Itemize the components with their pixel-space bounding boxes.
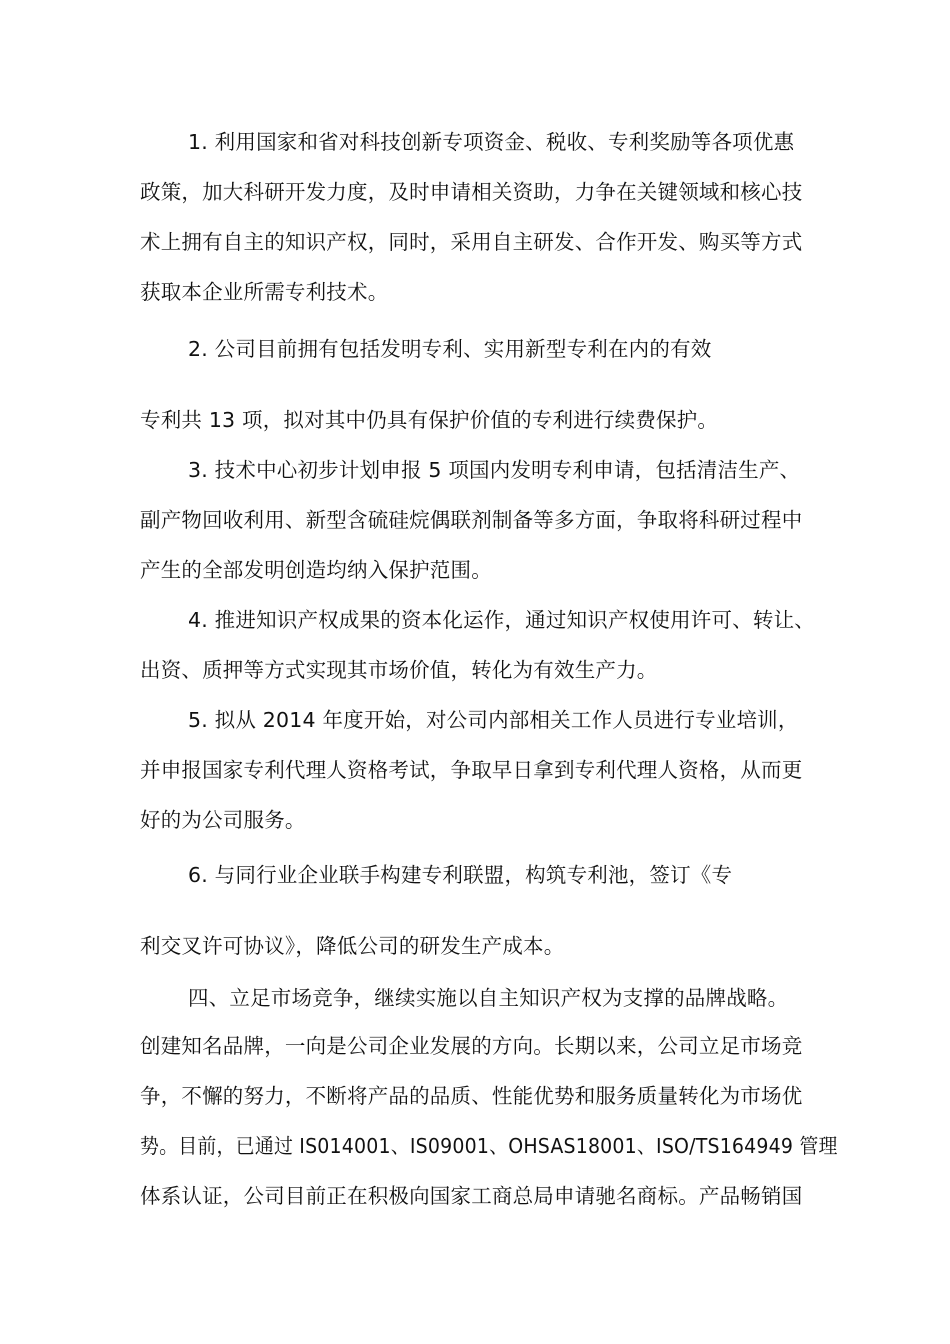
text-line: 产生的全部发明创造均纳入保护范围。 <box>140 558 492 582</box>
text-line: 获取本企业所需专利技术。 <box>140 280 389 304</box>
text-line: 1. 利用国家和省对科技创新专项资金、税收、专利奖励等各项优惠 <box>188 130 795 154</box>
text-line: 5. 拟从 2014 年度开始，对公司内部相关工作人员进行专业培训， <box>188 708 799 732</box>
text-line: 利交叉许可协议》，降低公司的研发生产成本。 <box>140 934 565 958</box>
text-line: 4. 推进知识产权成果的资本化运作，通过知识产权使用许可、转让、 <box>188 608 815 632</box>
text-line: 术上拥有自主的知识产权，同时，采用自主研发、合作开发、购买等方式 <box>140 230 803 254</box>
text-line: 专利共 13 项，拟对其中仍具有保护价值的专利进行续费保护。 <box>140 408 719 432</box>
text-line: 体系认证，公司目前正在积极向国家工商总局申请驰名商标。产品畅销国 <box>140 1184 803 1208</box>
text-line: 争，不懈的努力，不断将产品的品质、性能优势和服务质量转化为市场优 <box>140 1084 803 1108</box>
text-line: 出资、质押等方式实现其市场价值，转化为有效生产力。 <box>140 658 658 682</box>
text-line: 创建知名品牌，一向是公司企业发展的方向。长期以来，公司立足市场竞 <box>140 1034 803 1058</box>
text-line: 并申报国家专利代理人资格考试，争取早日拿到专利代理人资格，从而更 <box>140 758 803 782</box>
section-heading: 四、立足市场竞争，继续实施以自主知识产权为支撑的品牌战略。 <box>188 986 789 1010</box>
text-line: 势。目前，已通过 IS014001、IS09001、OHSAS18001、ISO/TS164949 管理 <box>140 1134 838 1158</box>
text-line: 政策，加大科研开发力度，及时申请相关资助，力争在关键领域和核心技 <box>140 180 803 204</box>
text-line: 好的为公司服务。 <box>140 808 306 832</box>
text-line: 6. 与同行业企业联手构建专利联盟，构筑专利池，签订《专 <box>188 863 733 887</box>
text-line: 2. 公司目前拥有包括发明专利、实用新型专利在内的有效 <box>188 337 712 361</box>
text-line: 3. 技术中心初步计划申报 5 项国内发明专利申请，包括清洁生产、 <box>188 458 801 482</box>
text-line: 副产物回收利用、新型含硫硅烷偶联剂制备等多方面，争取将科研过程中 <box>140 508 803 532</box>
